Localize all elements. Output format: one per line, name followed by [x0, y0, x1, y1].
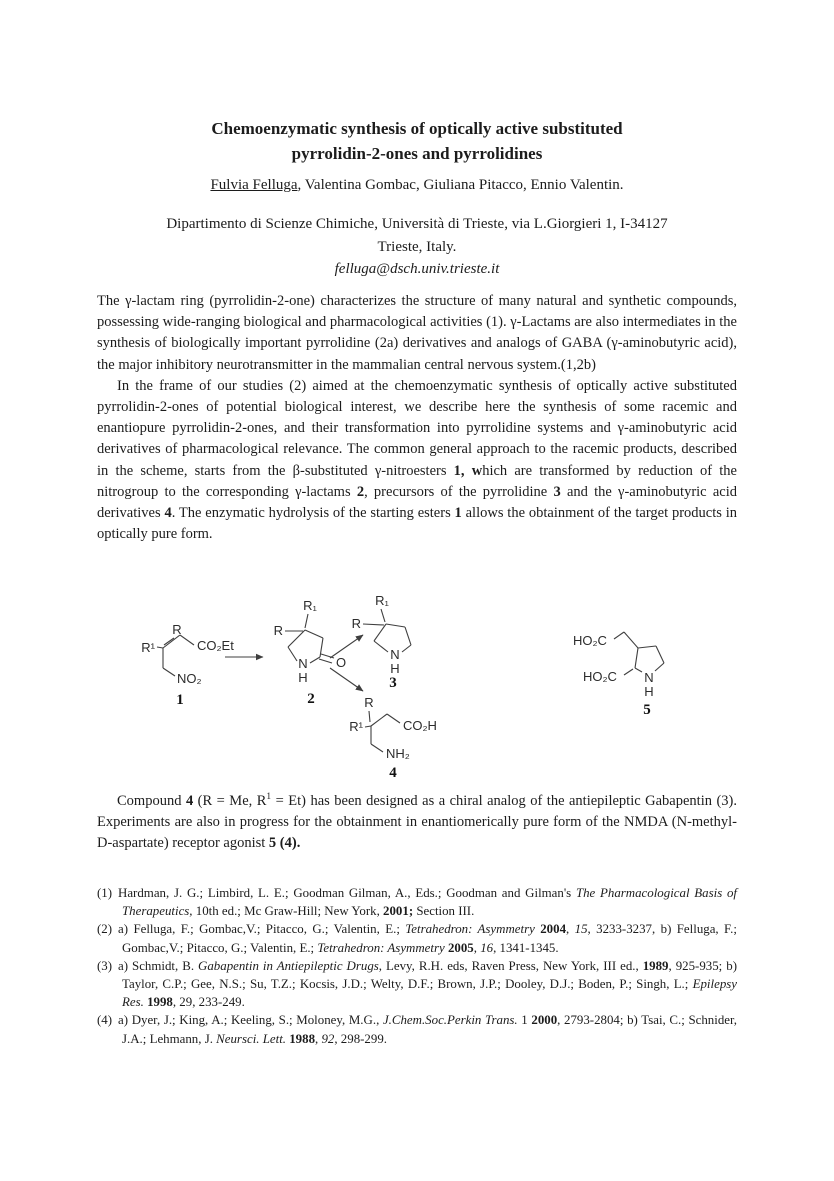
reaction-arrow-up — [330, 635, 363, 658]
abstract-body — [97, 291, 737, 545]
affiliation-block — [97, 213, 737, 281]
reference-item — [97, 920, 737, 956]
paper-title-line2: pyrrolidin-2-ones and pyrrolidines — [291, 144, 543, 163]
r1-group-label: R₁ — [303, 598, 317, 613]
compound-2-number: 2 — [307, 691, 315, 707]
compound-1-structure — [141, 622, 234, 708]
reference-text: Hardman, J. G.; Limbird, L. E.; Goodman Gilman, A., Eds.; Goodman and Gilman's The Pharmacological Basis of Therapeutics, 10th ed.; Mc Graw-Hill; New York, 2001; Section III. — [118, 886, 737, 919]
paper-title — [97, 116, 737, 166]
nh-hydrogen-label: H — [390, 661, 400, 676]
r1-group-label: R₁ — [375, 593, 389, 608]
acid-top-label: HO₂C — [573, 633, 607, 648]
compound-2-structure — [274, 598, 347, 707]
ester-group-label: CO₂Et — [197, 638, 234, 653]
reference-number: (3) — [97, 958, 113, 973]
affiliation-line2: Trieste, Italy. — [377, 238, 457, 255]
compound-1-number: 1 — [176, 692, 184, 708]
nitro-group-label: NO₂ — [177, 671, 202, 686]
ring-nitrogen-label: N — [390, 647, 400, 662]
authors-rest: , Valentina Gombac, Giuliana Pitacco, Ennio Valentin. — [297, 177, 624, 193]
author-lead: Fulvia Felluga — [210, 177, 298, 193]
compound-5-structure — [573, 632, 664, 718]
contact-email: felluga@dsch.univ.trieste.it — [334, 261, 500, 277]
reference-item — [97, 1011, 737, 1047]
r-group-label: R — [351, 616, 361, 631]
reference-text: a) Felluga, F.; Gombac,V.; Pitacco, G.; Valentin, E.; Tetrahedron: Asymmetry 2004, 15, 3233-3237, b) Felluga, F.; Gombac,V.; Pitacco, G.; Valentin, E.; Tetrahedron: Asymmetry 2005, 16, 1341-1345. — [118, 922, 737, 955]
ring-nitrogen-label: N — [644, 670, 654, 685]
reference-number: (2) — [97, 922, 113, 937]
carbonyl-oxygen-label: O — [336, 655, 347, 670]
reaction-scheme-figure — [97, 588, 737, 788]
compound-4-number: 4 — [389, 765, 397, 781]
abstract-paragraph-1: The γ-lactam ring (pyrrolidin-2-one) characterizes the structure of many natural and synthetic compounds, possessing wide-ranging biological and pharmacological activities (1). γ-Lactams are also intermediates in the synthesis of biologically important pyrrolidine (2a) derivatives and analogs of GABA (γ-aminobutyric acid), the major inhibitory neurotransmitter in the mammalian central nervous system.(1,2b) — [97, 293, 737, 373]
abstract-paragraph-3: Compound 4 (R = Me, $R^1 = Et$) has been designed as a chiral analog of the antiepileptic Gabapentin (3). Experiments are also in progress for the obtainment in enantiomerically pure form of the NMDA (N-methyl-D-aspartate) receptor agonist 5 (4). — [97, 792, 737, 852]
affiliation-line1: Dipartimento di Scienze Chimiche, Università di Trieste, via L.Giorgieri 1, I-34127 — [166, 216, 668, 232]
paper-title-line1: Chemoenzymatic synthesis of optically active substituted — [211, 119, 623, 138]
reference-text: a) Dyer, J.; King, A.; Keeling, S.; Moloney, M.G., J.Chem.Soc.Perkin Trans. 1 2000, 2793-2804; b) Tsai, C.; Schnider, J.A.; Lehmann, J. Neursci. Lett. 1988, 92, 298-299. — [118, 1013, 737, 1046]
amine-group-label: NH₂ — [386, 746, 410, 761]
reference-number: (1) — [97, 886, 113, 900]
reaction-arrow-down — [330, 668, 363, 691]
compound-3-structure — [352, 593, 411, 691]
reference-number: (4) — [97, 1013, 113, 1028]
r1-group-label: R¹ — [349, 719, 363, 734]
nh-hydrogen-label: H — [644, 684, 654, 699]
r-group-label: R — [273, 623, 283, 638]
acid-bottom-label: HO₂C — [583, 669, 617, 684]
reference-item — [97, 884, 737, 920]
reference-text: a) Schmidt, B. Gabapentin in Antiepileptic Drugs, Levy, R.H. eds, Raven Press, New York, III ed., 1989, 925-935; b) Taylor, C.P.; Gee, N.S.; Su, T.Z.; Kocsis, J.D.; Welty, D.F.; Brown, J.P.; Dooley, D.J.; Boden, P.; Singh, L.; Epilepsy Res. 1998, 29, 233-249. — [118, 958, 737, 1010]
r1-group-label: R¹ — [141, 640, 155, 655]
acid-group-label: CO₂H — [403, 718, 437, 733]
references-list — [97, 884, 737, 1048]
compound-4-structure — [349, 695, 437, 781]
nh-hydrogen-label: H — [298, 670, 308, 685]
r-group-label: R — [364, 695, 374, 710]
abstract-paragraph-2: In the frame of our studies (2) aimed at the chemoenzymatic synthesis of optically active substituted pyrrolidin-2-ones of potential biological interest, we describe here the synthesis of some racemic and enantiopure pyrrolidin-2-ones, and their transformation into pyrrolidine systems and γ-aminobutyric acid derivatives of pharmacological relevance. The common general approach to the racemic products, described in the scheme, starts from the β-substituted γ-nitroesters 1, which are transformed by reduction of the nitrogroup to the corresponding γ-lactams 2, precursors of the pyrrolidine 3 and the γ-aminobutyric acid derivatives 4. The enzymatic hydrolysis of the starting esters 1 allows the obtainment of the target products in optically pure form. — [97, 377, 737, 543]
compound-3-number: 3 — [389, 675, 397, 691]
reference-item — [97, 957, 737, 1012]
r-group-label: R — [172, 622, 182, 637]
compound-5-number: 5 — [643, 702, 651, 718]
ring-nitrogen-label: N — [298, 656, 308, 671]
authors-line — [97, 177, 737, 194]
